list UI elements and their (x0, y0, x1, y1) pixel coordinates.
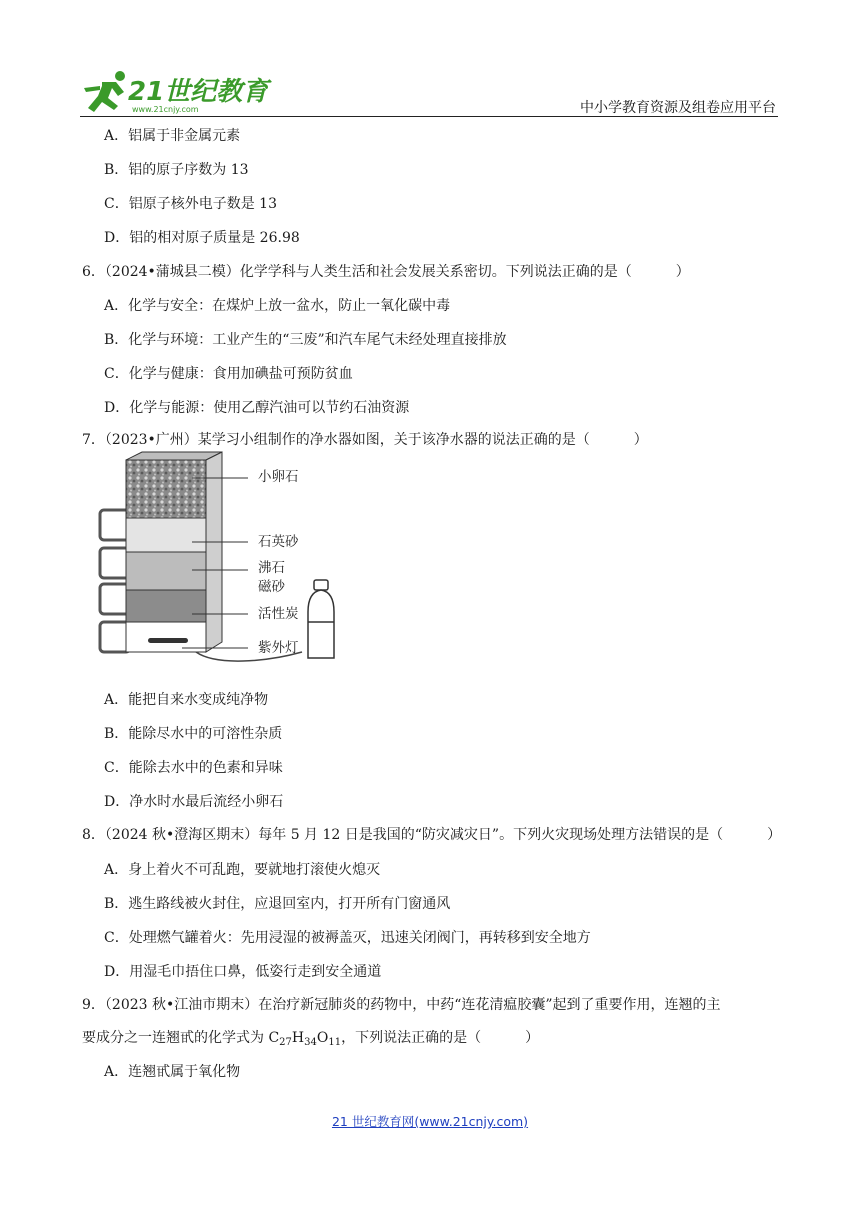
q9-sub-27: 27 (279, 1037, 292, 1048)
logo-text: 21世纪教育 (128, 77, 269, 107)
layer-carbon (126, 590, 206, 622)
q6-option-b: B．化学与环境：工业产生的“三废”和汽车尾气未经处理直接排放 (104, 332, 507, 348)
q9-close-paren: ） (525, 1030, 540, 1046)
label-magnetic-sand: 磁砂 (258, 579, 285, 595)
q5-option-a: A．铝属于非金属元素 (104, 128, 241, 144)
footer-link[interactable]: 21 世纪教育网(www.21cnjy.com) (331, 1114, 529, 1129)
q6-close-paren: ） (675, 264, 690, 280)
q8-stem-text: 8．（2024 秋•澄海区期末）每年 5 月 12 日是我国的“防灾减灾日”。下列火灾现场处理方法错误的是（ (82, 827, 724, 843)
platform-title: 中小学教育资源及组卷应用平台 (580, 100, 776, 116)
q9-stem-pre: 要成分之一连翘甙的化学式为 C (82, 1030, 280, 1046)
page-header (80, 66, 778, 118)
q8-option-d: D．用湿毛巾捂住口鼻，低姿行走到安全通道 (104, 964, 382, 980)
header-rule (80, 116, 778, 117)
water-purifier-figure (96, 452, 340, 670)
label-activated-carbon: 活性炭 (258, 606, 299, 622)
q6-option-c: C．化学与健康：食用加碘盐可预防贫血 (104, 366, 353, 382)
q8-close-paren: ） (767, 827, 782, 843)
uv-lamp (148, 638, 188, 643)
logo-21cnjy (80, 68, 269, 114)
page-footer (0, 1112, 860, 1130)
q9-stem-line1: 9．（2023 秋•江油市期末）在治疗新冠肺炎的药物中，中药“连花清瘟胶囊”起到了重要作用，连翘的主 (82, 997, 721, 1013)
q6-stem-text: 6．（2024•蒲城县二模）化学学科与人类生活和社会发展关系密切。下列说法正确的是（ (82, 264, 632, 280)
q9-h: H (291, 1030, 305, 1046)
q9-stem-line2 (82, 1028, 539, 1053)
q8-option-a: A．身上着火不可乱跑，要就地打滚使火熄灭 (104, 862, 381, 878)
q6-option-d: D．化学与能源：使用乙醇汽油可以节约石油资源 (104, 400, 410, 416)
q6-stem (82, 262, 690, 282)
layer-quartz-sand (126, 518, 206, 552)
runner-icon (84, 71, 125, 112)
layer-zeolite (126, 552, 206, 590)
q7-option-d: D．净水时水最后流经小卵石 (104, 794, 284, 810)
layer-pebbles (126, 460, 206, 518)
q7-close-paren: ） (633, 432, 648, 448)
q9-option-a: A．连翘甙属于氧化物 (104, 1064, 241, 1080)
q9-sub-34: 34 (304, 1037, 317, 1048)
logo-url: www.21cnjy.com (132, 105, 199, 114)
q5-option-b: B．铝的原子序数为 13 (104, 162, 249, 178)
q7-stem (82, 430, 648, 450)
label-quartz-sand: 石英砂 (258, 534, 299, 550)
q8-option-b: B．逃生路线被火封住，应退回室内，打开所有门窗通风 (104, 896, 451, 912)
label-pebbles: 小卵石 (258, 469, 299, 485)
q5-option-d: D．铝的相对原子质量是 26.98 (104, 230, 300, 246)
q7-stem-text: 7．（2023•广州）某学习小组制作的净水器如图，关于该净水器的说法正确的是（ (82, 432, 590, 448)
label-zeolite: 沸石 (258, 560, 285, 576)
q7-option-c: C．能除去水中的色素和异味 (104, 760, 283, 776)
q7-option-b: B．能除尽水中的可溶性杂质 (104, 726, 283, 742)
q9-stem-post: ，下列说法正确的是（ (341, 1030, 482, 1046)
q7-option-a: A．能把自来水变成纯净物 (104, 692, 269, 708)
label-uv-lamp: 紫外灯 (258, 640, 299, 656)
q5-option-c: C．铝原子核外电子数是 13 (104, 196, 277, 212)
q9-sub-11: 11 (328, 1037, 342, 1048)
bottle (308, 580, 334, 658)
q8-option-c: C．处理燃气罐着火：先用浸湿的被褥盖灭，迅速关闭阀门，再转移到安全地方 (104, 930, 591, 946)
q9-o: O (316, 1030, 329, 1046)
q6-option-a: A．化学与安全：在煤炉上放一盆水，防止一氧化碳中毒 (104, 298, 451, 314)
q8-stem (82, 825, 781, 845)
